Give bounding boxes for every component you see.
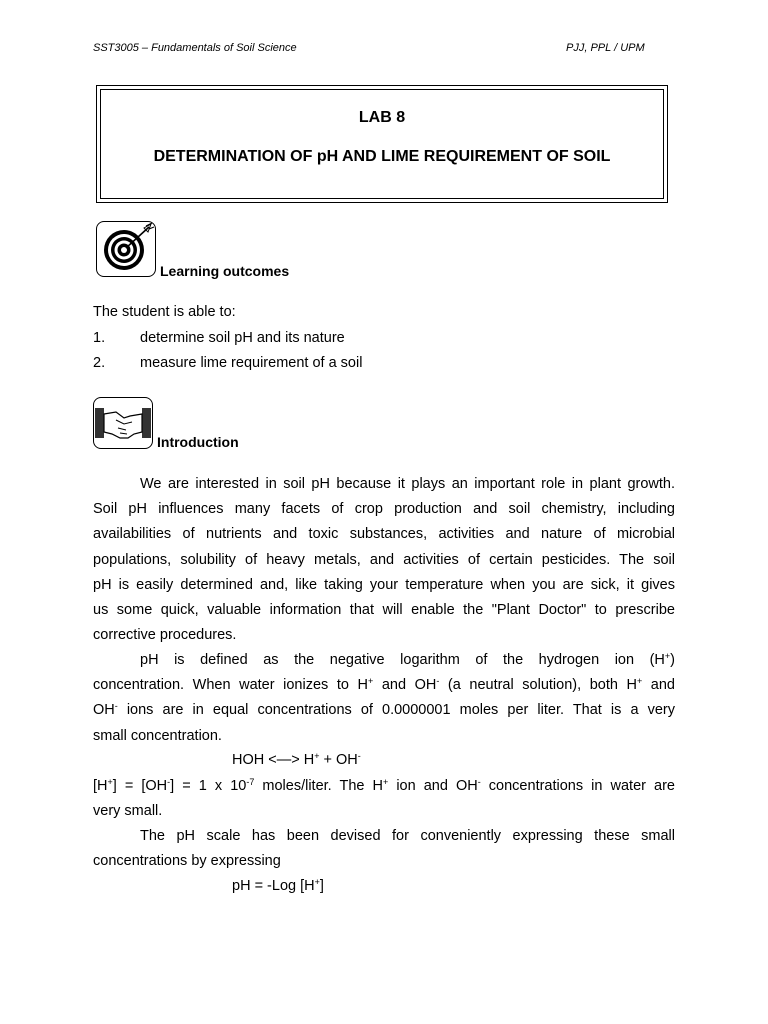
introduction-heading: Introduction: [157, 434, 239, 450]
header-institution: PJJ, PPL / UPM: [566, 42, 645, 54]
outcome-item: determine soil pH and its nature: [140, 330, 345, 346]
intro-paragraph-1: [93, 472, 675, 648]
outcome-number: 1.: [93, 330, 106, 346]
paragraph-line: small concentration.: [93, 727, 222, 744]
outcome-item: measure lime requirement of a soil: [140, 355, 363, 371]
paragraph-line: concentrations by expressing: [93, 853, 281, 870]
outcome-number: 2.: [93, 355, 106, 371]
paragraph-line: very small.: [93, 803, 163, 820]
intro-paragraph-2: [93, 648, 675, 749]
learning-outcomes-heading: Learning outcomes: [160, 263, 290, 279]
title-box: [96, 85, 668, 203]
paragraph-line: OH- ions are in equal concentrations of 0.0000001 moles per liter. That is a very: [93, 701, 675, 719]
paragraph-line: pH is easily determined and, like taking your temperature when you are sick, it gives: [93, 576, 675, 593]
header-course: SST3005 – Fundamentals of Soil Science: [93, 42, 297, 54]
paragraph-line: us some quick, valuable information that will enable the "Plant Doctor" to prescribe: [93, 601, 675, 618]
paragraph-line: We are interested in soil pH because it plays an important role in plant growth.: [140, 476, 675, 492]
ionization-equation: HOH <—> H+ + OH-: [232, 751, 361, 768]
paragraph-line: Soil pH influences many facets of crop production and soil chemistry, including: [93, 501, 675, 518]
paragraph-line: corrective procedures.: [93, 627, 237, 644]
paragraph-line: populations, solubility of heavy metals, and activities of certain pesticides. The soil: [93, 551, 675, 568]
intro-paragraph-4: [93, 824, 675, 874]
paragraph-line: concentration. When water ionizes to H+ and OH- (a neutral solution), both H+ and: [93, 676, 675, 694]
lab-title: DETERMINATION OF pH AND LIME REQUIREMENT OF SOIL: [153, 148, 611, 165]
paragraph-line: [H+] = [OH-] = 1 x $10^{-7}$ moles/liter. The H+ ion and OH- concentrations in water are: [93, 777, 675, 794]
handshake-icon: [93, 397, 153, 449]
lab-number: LAB 8: [358, 109, 406, 126]
paragraph-line: pH is defined as the negative logarithm of the hydrogen ion (H+): [140, 651, 675, 668]
title-box-inner: [100, 89, 664, 199]
ph-equation: pH = -Log [H+]: [232, 877, 324, 894]
paragraph-line: The pH scale has been devised for conveniently expressing these small: [140, 828, 675, 844]
outcomes-intro: The student is able to:: [93, 304, 236, 320]
target-icon: [96, 221, 156, 277]
paragraph-line: availabilities of nutrients and toxic substances, activities and nature of microbial: [93, 526, 675, 543]
intro-paragraph-3: [93, 774, 675, 824]
